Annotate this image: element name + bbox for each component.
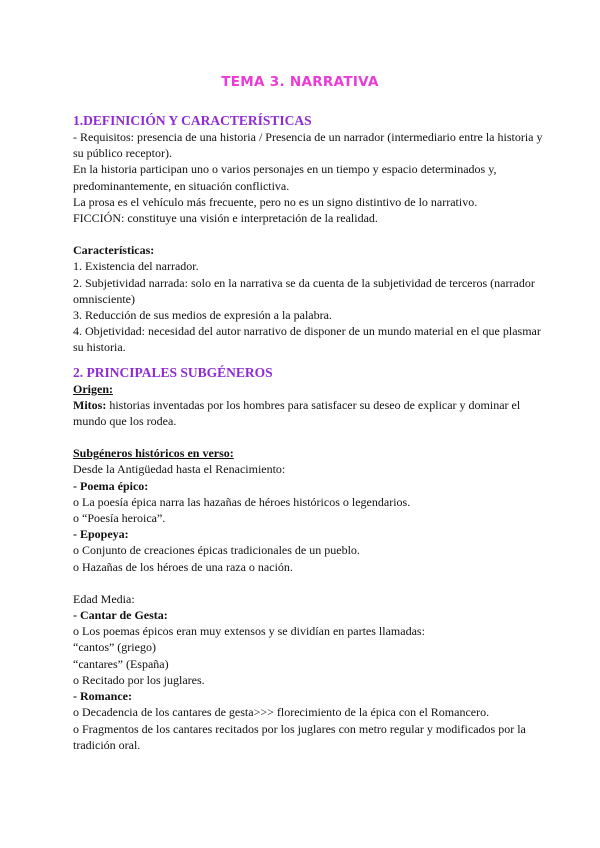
characteristic-item: 1. Existencia del narrador. — [73, 259, 199, 274]
cantar-label: - Cantar de Gesta: — [73, 608, 168, 623]
cantar-item: “cantares” (España) — [73, 656, 169, 671]
poema-epico-label: - Poema épico: — [73, 478, 149, 493]
section1-paragraph: FICCIÓN: constituye una visión e interpretación de la realidad. — [73, 211, 378, 226]
poema-item: o “Poesía heroica”. — [73, 511, 166, 526]
romance-item: o Fragmentos de los cantares recitados por los juglares con metro regular y modificados por la tradición oral. — [73, 721, 526, 752]
section2-heading: 2. PRINCIPALES SUBGÉNEROS — [73, 364, 273, 380]
document-body — [73, 112, 543, 753]
romance-item: o Decadencia de los cantares de gesta>>> florecimiento de la épica con el Romancero. — [73, 705, 490, 720]
epopeya-label: - Epopeya: — [73, 527, 129, 542]
characteristic-item: 2. Subjetividad narrada: solo en la narrativa se da cuenta de la subjetividad de terceros (narrador omnisciente) — [73, 275, 535, 306]
section1-paragraph: - Requisitos: presencia de una historia / Presencia de un narrador (intermediario entre la historia y su público receptor). — [73, 130, 543, 161]
characteristics-label: Características: — [73, 243, 155, 258]
characteristic-item: 3. Reducción de sus medios de expresión a la palabra. — [73, 308, 332, 323]
mitos-text: historias inventadas por los hombres para satisfacer su deseo de explicar y dominar el mundo que los rodea. — [73, 397, 521, 429]
subgeneros-label: Subgéneros históricos en verso: — [73, 446, 234, 461]
section1-paragraph: La prosa es el vehículo más frecuente, pero no es un signo distintivo de lo narrativo. — [73, 194, 478, 209]
section1-paragraph: En la historia participan uno o varios personajes en un tiempo y espacio determinados y, predominantemente, en situación conflictiva. — [73, 162, 497, 193]
edad-media-label: Edad Media: — [73, 591, 135, 606]
mitos-label: Mitos: — [73, 397, 107, 412]
document-title: TEMA 3. NARRATIVA — [221, 74, 379, 90]
origin-label: Origen: — [73, 381, 113, 396]
epopeya-item: o Hazañas de los héroes de una raza o nación. — [73, 559, 293, 574]
cantar-item: o Recitado por los juglares. — [73, 672, 205, 687]
mitos-paragraph — [73, 397, 543, 429]
epopeya-item: o Conjunto de creaciones épicas tradicionales de un pueblo. — [73, 543, 360, 558]
cantar-item: o Los poemas épicos eran muy extensos y se dividían en partes llamadas: — [73, 624, 425, 639]
romance-label: - Romance: — [73, 689, 132, 704]
cantar-item: “cantos” (griego) — [73, 640, 156, 655]
poema-item: o La poesía épica narra las hazañas de héroes históricos o legendarios. — [73, 494, 411, 509]
characteristic-item: 4. Objetividad: necesidad del autor narrativo de disponer de un mundo material en el que plasmar su historia. — [73, 324, 541, 355]
section1-heading: 1.DEFINICIÓN Y CARACTERÍSTICAS — [73, 113, 312, 128]
antiguedad-intro: Desde la Antigüedad hasta el Renacimiento: — [73, 462, 286, 477]
